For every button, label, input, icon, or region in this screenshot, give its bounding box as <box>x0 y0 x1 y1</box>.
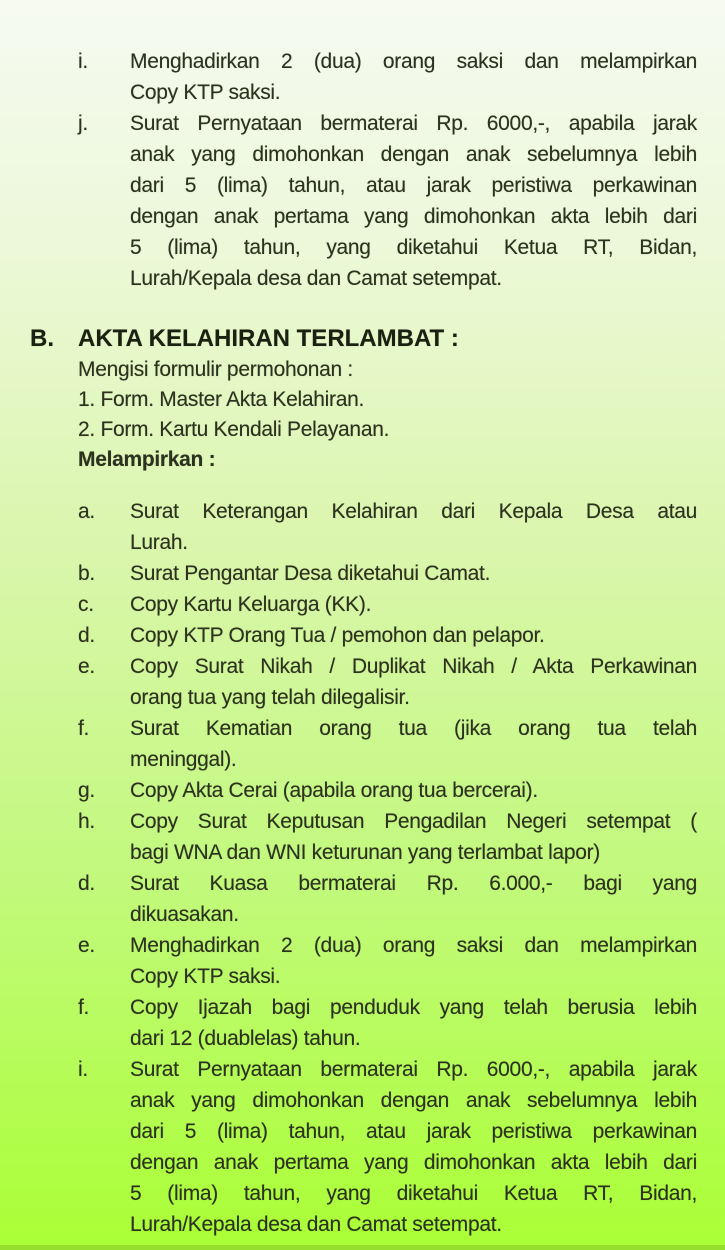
text-line: dikuasakan. <box>130 903 239 926</box>
text-line: Surat Kematian orang tua (jika orang tua telah <box>130 717 697 740</box>
list-item-text <box>130 992 697 1054</box>
form-line: 1. Form. Master Akta Kelahiran. <box>78 388 364 411</box>
list-item-text <box>130 620 697 651</box>
text-line: Copy Kartu Keluarga (KK). <box>130 593 372 616</box>
list-item-marker: e. <box>78 655 95 678</box>
list-item-marker: c. <box>78 593 94 616</box>
list-item <box>78 806 697 868</box>
text-line: 5 (lima) tahun, yang diketahui Ketua RT, Bidan, <box>130 1182 697 1205</box>
text-line: Copy Surat Keputusan Pengadilan Negeri setempat ( <box>130 810 697 833</box>
list-item <box>78 589 697 620</box>
text-line: meninggal). <box>130 748 237 771</box>
form-line: 2. Form. Kartu Kendali Pelayanan. <box>78 418 390 441</box>
text-line: Surat Pernyataan bermaterai Rp. 6000,-, apabila jarak <box>130 112 697 135</box>
list-item-marker: f. <box>78 996 90 1019</box>
text-line: orang tua yang telah dilegalisir. <box>130 686 410 709</box>
form-intro-line: Mengisi formulir permohonan : <box>78 358 353 381</box>
text-line: dari 12 (duablelas) tahun. <box>130 1027 361 1050</box>
list-item-text <box>130 46 697 108</box>
list-item-marker: i. <box>78 1058 88 1081</box>
text-line: Surat Pernyataan bermaterai Rp. 6000,-, apabila jarak <box>130 1058 697 1081</box>
text-line: Copy KTP saksi. <box>130 965 281 988</box>
attachments-heading: Melampirkan : <box>78 448 216 471</box>
list-item-marker: e. <box>78 934 95 957</box>
section-title: AKTA KELAHIRAN TERLAMBAT : <box>78 325 459 352</box>
list-item-marker: j. <box>78 112 88 135</box>
list-item-text <box>130 1054 697 1240</box>
list-item <box>78 651 697 713</box>
text-line: anak yang dimohonkan dengan anak sebelumnya lebih <box>130 1089 697 1112</box>
text-line: dengan anak pertama yang dimohonkan akta lebih dari <box>130 1151 697 1174</box>
list-item-text <box>130 868 697 930</box>
list-item-text <box>130 651 697 713</box>
text-line: Surat Keterangan Kelahiran dari Kepala Desa atau <box>130 500 697 523</box>
list-item <box>78 868 697 930</box>
text-line: bagi WNA dan WNI keturunan yang terlambat lapor) <box>130 841 601 864</box>
list-item-text <box>130 496 697 558</box>
list-item <box>78 775 697 806</box>
list-item-marker: d. <box>78 624 95 647</box>
list-item <box>78 558 697 589</box>
page-bottom-edge <box>0 1245 725 1250</box>
list-item-marker: b. <box>78 562 95 585</box>
text-line: Copy KTP saksi. <box>130 81 281 104</box>
text-line: anak yang dimohonkan dengan anak sebelumnya lebih <box>130 143 697 166</box>
list-item-marker: d. <box>78 872 95 895</box>
list-item <box>78 713 697 775</box>
list-item-text <box>130 558 697 589</box>
list-item <box>78 930 697 992</box>
list-item-text <box>130 775 697 806</box>
list-item-marker: g. <box>78 779 95 802</box>
list-item-text <box>130 108 697 294</box>
text-line: Menghadirkan 2 (dua) orang saksi dan melampirkan <box>130 934 697 957</box>
list-item <box>78 108 697 294</box>
list-item-marker: a. <box>78 500 95 523</box>
text-line: Copy Akta Cerai (apabila orang tua bercerai). <box>130 779 538 802</box>
list-item <box>78 1054 697 1240</box>
list-item-text <box>130 713 697 775</box>
text-line: 5 (lima) tahun, yang diketahui Ketua RT, Bidan, <box>130 236 697 259</box>
text-line: dari 5 (lima) tahun, atau jarak peristiwa perkawinan <box>130 174 697 197</box>
list-item <box>78 496 697 558</box>
list-item-text <box>130 806 697 868</box>
list-item-marker: h. <box>78 810 95 833</box>
text-line: dengan anak pertama yang dimohonkan akta lebih dari <box>130 205 697 228</box>
text-line: Lurah. <box>130 531 188 554</box>
section-heading <box>30 322 697 355</box>
list-item <box>78 992 697 1054</box>
list-item-text <box>130 589 697 620</box>
text-line: Menghadirkan 2 (dua) orang saksi dan melampirkan <box>130 50 697 73</box>
attachments-list <box>0 496 725 1240</box>
list-item <box>78 620 697 651</box>
list-item-text <box>130 930 697 992</box>
list-item <box>78 46 697 108</box>
list-item-marker: f. <box>78 717 90 740</box>
text-line: Copy KTP Orang Tua / pemohon dan pelapor. <box>130 624 545 647</box>
text-line: dari 5 (lima) tahun, atau jarak peristiwa perkawinan <box>130 1120 697 1143</box>
text-line: Copy Ijazah bagi penduduk yang telah berusia lebih <box>130 996 697 1019</box>
section-marker: B. <box>30 325 54 352</box>
requirements-list-top <box>0 46 725 294</box>
text-line: Surat Pengantar Desa diketahui Camat. <box>130 562 491 585</box>
text-line: Lurah/Kepala desa dan Camat setempat. <box>130 267 502 290</box>
text-line: Surat Kuasa bermaterai Rp. 6.000,- bagi yang <box>130 872 697 895</box>
list-item-marker: i. <box>78 50 88 73</box>
section-akta-kelahiran-terlambat <box>0 322 725 1240</box>
text-line: Lurah/Kepala desa dan Camat setempat. <box>130 1213 502 1236</box>
text-line: Copy Surat Nikah / Duplikat Nikah / Akta Perkawinan <box>130 655 697 678</box>
